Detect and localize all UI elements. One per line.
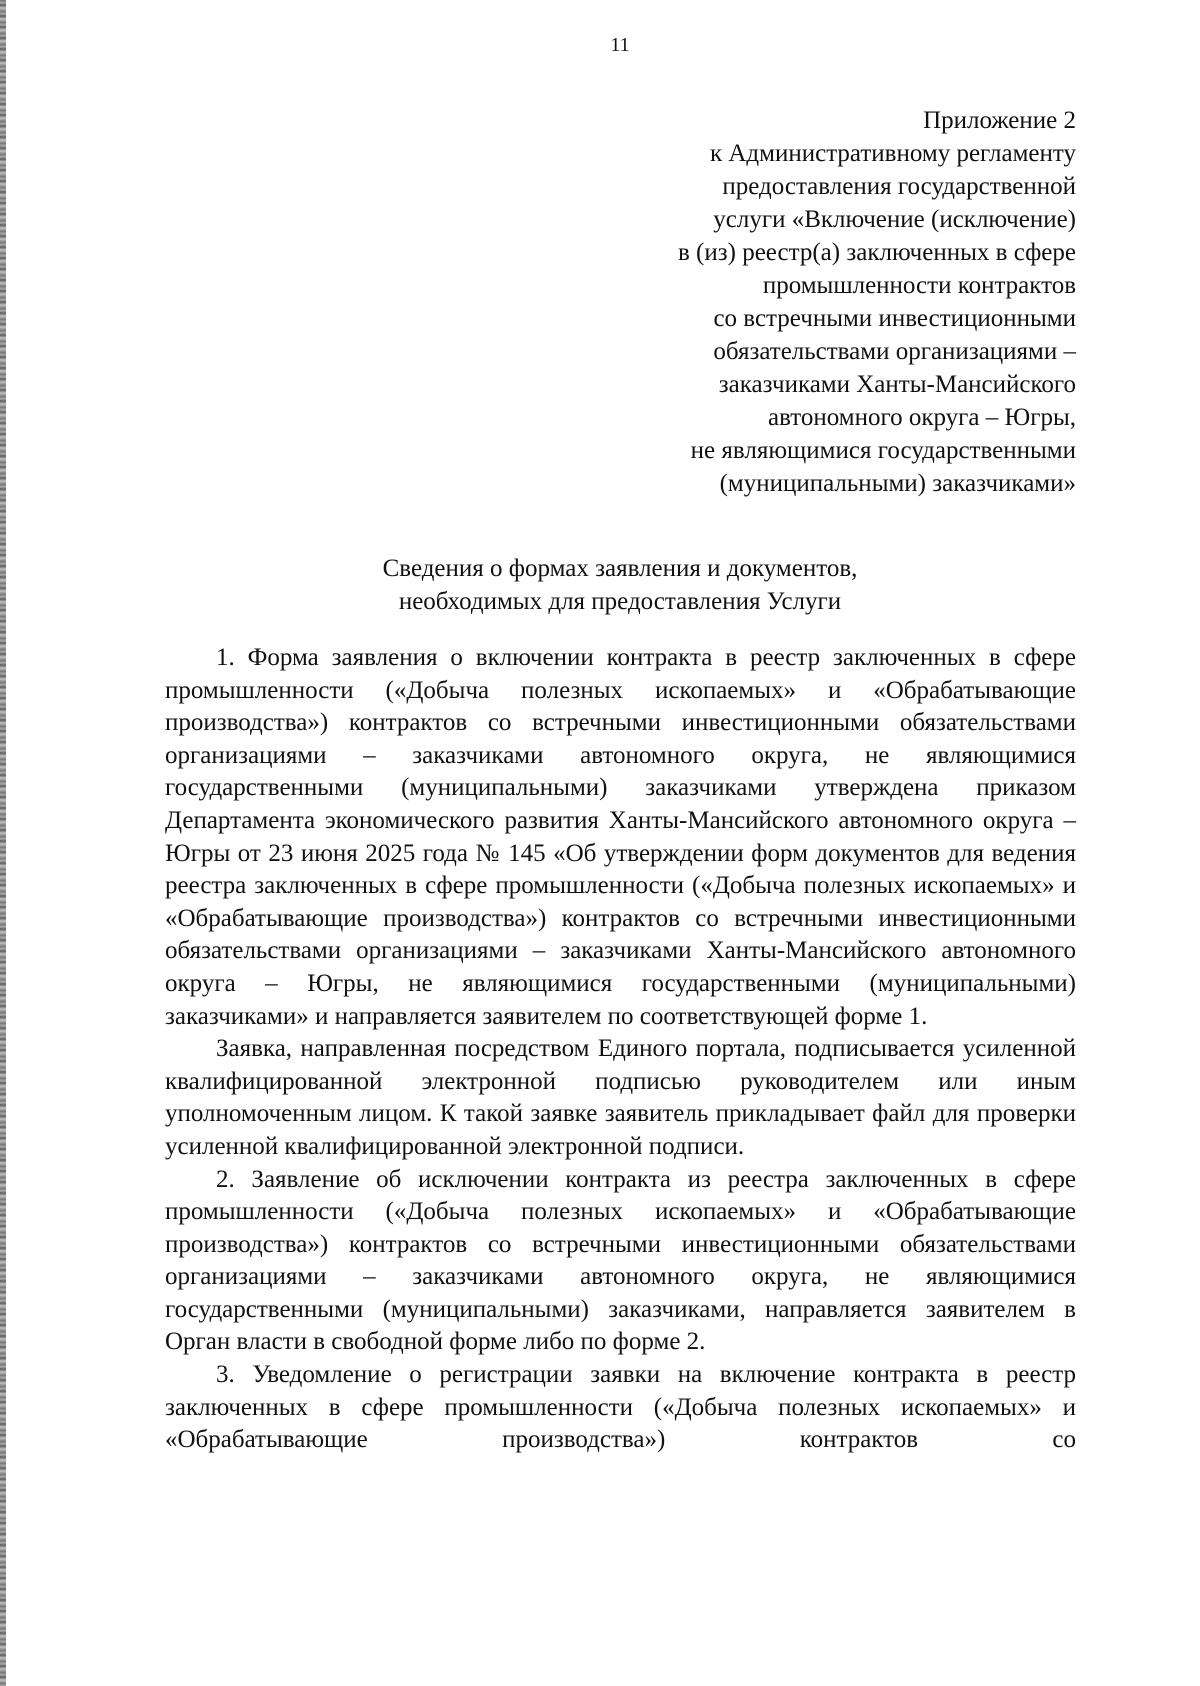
appendix-header: [556, 104, 1076, 500]
appendix-line: Приложение 2: [923, 107, 1076, 134]
appendix-line: в (из) реестр(а) заключенных в сфере: [678, 239, 1076, 266]
page-number: 11: [610, 34, 630, 56]
appendix-line: к Административному регламенту: [709, 140, 1076, 167]
appendix-line: (муниципальными) заказчиками»: [719, 470, 1076, 497]
body-text: [165, 642, 1076, 1457]
appendix-line: не являющимися государственными: [690, 437, 1076, 464]
appendix-line: автономного округа – Югры,: [767, 404, 1076, 431]
appendix-line: предоставления государственной: [722, 173, 1076, 200]
title-line: Сведения о формах заявления и документов,: [382, 555, 858, 582]
appendix-line: промышленности контрактов: [762, 272, 1076, 299]
scan-edge: [0, 0, 6, 1686]
title-line: необходимых для предоставления Услуги: [398, 588, 842, 615]
appendix-line: заказчиками Ханты-Мансийского: [718, 371, 1076, 398]
section-title: [165, 552, 1075, 618]
paragraph-form-inclusion: 1. Форма заявления о включении контракта в реестр заключенных в сфере промышленности («Добыча полезных ископаемых» и «Обрабатывающие производства») контрактов со встречными инвестиционными обязательствами организациями – заказчиками автономного округа, не являющимися государственными (муниципальными) заказчиками утверждена приказом Департамента экономического развития Ханты-Мансийского автономного округа – Югры от 23 июня 2025 года № 145 «Об утверждении форм документов для ведения реестра заключенных в сфере промышленности («Добыча полезных ископаемых» и «Обрабатывающие производства») контрактов со встречными инвестиционными обязательствами организациями – заказчиками Ханты-Мансийского автономного округа – Югры, не являющимися государственными (муниципальными) заказчиками» и направляется заявителем по соответствующей форме 1.: [165, 644, 1076, 1030]
appendix-line: обязательствами организациями –: [713, 338, 1076, 365]
paragraph-application-signing: Заявка, направленная посредством Единого портала, подписывается усиленной квалифицированной электронной подписью руководителем или иным уполномоченным лицом. К такой заявке заявитель прикладывает файл для проверки усиленной квалифицированной электронной подписи.: [165, 1035, 1076, 1160]
paragraph-form-exclusion: 2. Заявление об исключении контракта из реестра заключенных в сфере промышленности («Добыча полезных ископаемых» и «Обрабатывающие производства») контрактов со встречными инвестиционными обязательствами организациями – заказчиками автономного округа, не являющимися государственными (муниципальными) заказчиками, направляется заявителем в Орган власти в свободной форме либо по форме 2.: [165, 1165, 1076, 1356]
appendix-line: услуги «Включение (исключение): [713, 206, 1076, 233]
appendix-line: со встречными инвестиционными: [713, 305, 1076, 332]
paragraph-registration-notice: 3. Уведомление о регистрации заявки на включение контракта в реестр заключенных в сфере промышленности («Добыча полезных ископаемых» и «Обрабатывающие производства») контрактов со: [165, 1361, 1076, 1454]
